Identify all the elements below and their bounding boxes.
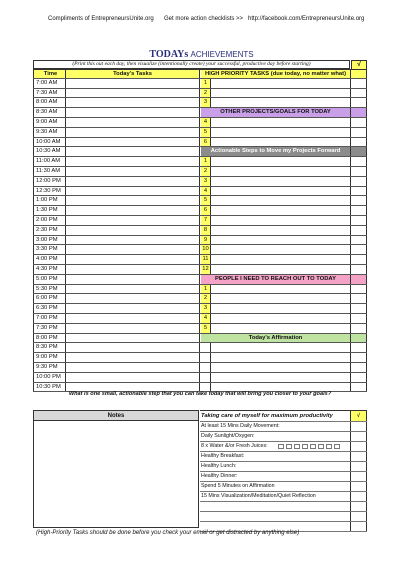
time-cell: 6:30 PM [33,304,66,313]
high-priority-header: HIGH PRIORITY TASKS (due today, no matter what) [201,70,351,78]
schedule-row [33,196,367,206]
item-entry[interactable] [211,128,351,137]
schedule-row [33,79,367,89]
task-cell[interactable] [66,206,200,215]
schedule-row [33,187,367,197]
item-entry[interactable] [211,245,351,254]
care-title: Taking care of myself for maximum productivity [201,413,333,419]
item-number: 6 [201,206,211,215]
item-entry[interactable] [211,314,351,323]
item-number [201,373,211,382]
schedule-row [33,147,367,157]
care-item-row [200,492,367,502]
care-item-checkbox[interactable] [350,472,367,481]
care-item-row [200,422,367,432]
schedule-row [33,216,367,226]
time-cell: 12:00 PM [33,177,66,186]
care-item-checkbox[interactable] [350,512,367,521]
item-number: 6 [201,138,211,147]
item-entry[interactable] [211,138,351,147]
care-item-row [200,512,367,522]
item-checkbox[interactable] [351,363,367,372]
water-glass-box[interactable] [278,444,284,449]
action-steps-header: Actionable Steps to Move my Projects Forward [201,147,351,156]
schedule-row [33,206,367,216]
schedule-row [33,236,367,246]
schedule-row [33,98,367,108]
item-checkbox[interactable] [351,304,367,313]
schedule-row [33,226,367,236]
item-entry[interactable] [211,196,351,205]
item-checkbox[interactable] [351,206,367,215]
care-item-label: 15 Mins Visualization/Meditation/Quiet Reflection [201,493,316,499]
schedule-row [33,255,367,265]
section-check-cell [351,334,367,343]
task-cell[interactable] [66,343,200,352]
task-cell[interactable] [66,363,200,372]
time-cell: 6:00 PM [33,294,66,303]
time-cell: 1:30 PM [33,206,66,215]
time-column-header: Time [33,70,66,78]
item-checkbox[interactable] [351,98,367,107]
task-cell[interactable] [66,177,200,186]
item-number: 1 [201,285,211,294]
item-checkbox[interactable] [351,314,367,323]
care-item-row [200,432,367,442]
item-number: 8 [201,226,211,235]
item-entry[interactable] [211,324,351,333]
care-header-row [200,410,367,422]
item-checkbox[interactable] [351,255,367,264]
item-entry[interactable] [211,177,351,186]
time-cell: 2:30 PM [33,226,66,235]
schedule-row [33,343,367,353]
task-cell[interactable] [66,187,200,196]
care-item-checkbox[interactable] [350,452,367,461]
care-item-checkbox[interactable] [350,502,367,511]
top-links [0,16,403,26]
item-entry[interactable] [211,187,351,196]
time-cell: 3:00 PM [33,236,66,245]
schedule-row [33,363,367,373]
time-cell: 9:30 PM [33,363,66,372]
item-checkbox[interactable] [351,265,367,274]
time-cell: 2:00 PM [33,216,66,225]
time-cell: 7:30 PM [33,324,66,333]
item-number: 5 [201,324,211,333]
item-number: 5 [201,196,211,205]
care-item-checkbox[interactable] [350,462,367,471]
item-entry[interactable] [211,353,351,362]
footer-note: (High-Priority Tasks should be done before you check your email or get distracted by anything else) [36,530,300,536]
task-cell[interactable] [66,216,200,225]
task-cell[interactable] [66,265,200,274]
item-number: 9 [201,236,211,245]
people-header: PEOPLE I NEED TO REACH OUT TO TODAY [201,275,351,284]
item-number: 3 [201,177,211,186]
task-cell[interactable] [66,373,200,382]
section-check-cell [351,108,367,117]
checklists-link[interactable]: Get more action checklists >> [164,16,244,22]
task-cell[interactable] [66,236,200,245]
schedule-row [33,138,367,148]
item-number [201,363,211,372]
schedule-row [33,373,367,383]
item-entry[interactable] [211,373,351,382]
task-cell[interactable] [66,98,200,107]
task-cell[interactable] [66,167,200,176]
task-cell[interactable] [66,157,200,166]
item-checkbox[interactable] [351,324,367,333]
item-checkbox[interactable] [351,177,367,186]
compliments-text: Compliments of EntrepreneursUnite.org [48,16,154,22]
care-item-label: Healthy Lunch: [201,463,237,469]
item-checkbox[interactable] [351,294,367,303]
task-cell[interactable] [66,324,200,333]
item-entry[interactable] [211,226,351,235]
item-checkbox[interactable] [351,353,367,362]
schedule-row [33,285,367,295]
water-glass-box[interactable] [318,444,324,449]
task-cell[interactable] [66,334,200,343]
task-cell[interactable] [66,147,200,156]
item-entry[interactable] [211,285,351,294]
schedule-row [33,334,367,344]
item-number: 4 [201,118,211,127]
time-cell: 5:00 PM [33,275,66,284]
time-cell: 7:30 AM [33,89,66,98]
care-item-checkbox[interactable] [350,482,367,491]
item-entry[interactable] [211,255,351,264]
facebook-link[interactable]: http://facebook.com/EntrepreneursUnite.org [248,16,365,22]
notes-title: Notes [34,411,198,421]
care-item-row [200,452,367,462]
schedule-row [33,167,367,177]
task-cell[interactable] [66,226,200,235]
water-glass-box[interactable] [334,444,340,449]
item-number: 5 [201,128,211,137]
time-cell: 10:30 PM [33,383,66,392]
task-cell[interactable] [66,304,200,313]
care-item-checkbox[interactable] [350,442,367,451]
item-entry[interactable] [211,89,351,98]
care-item-label: Healthy Dinner: [201,473,238,479]
task-cell[interactable] [66,353,200,362]
water-glass-box[interactable] [286,444,292,449]
task-cell[interactable] [66,314,200,323]
item-entry[interactable] [211,216,351,225]
item-entry[interactable] [211,265,351,274]
schedule-row [33,324,367,334]
time-cell: 11:30 AM [33,167,66,176]
item-number: 4 [201,187,211,196]
item-checkbox[interactable] [351,236,367,245]
schedule-row [33,275,367,285]
care-item-checkbox[interactable] [350,492,367,501]
item-number: 7 [201,216,211,225]
schedule-row [33,128,367,138]
item-checkbox[interactable] [351,216,367,225]
item-checkbox[interactable] [351,373,367,382]
item-checkbox[interactable] [351,118,367,127]
time-cell: 10:00 PM [33,373,66,382]
time-cell: 8:00 PM [33,334,66,343]
task-cell[interactable] [66,196,200,205]
task-cell[interactable] [66,255,200,264]
task-cell[interactable] [66,245,200,254]
item-number: 12 [201,265,211,274]
item-number: 3 [201,98,211,107]
item-checkbox[interactable] [351,128,367,137]
care-item-label: At least 15 Mins Daily Movement: [201,423,280,429]
task-cell[interactable] [66,138,200,147]
item-checkbox[interactable] [351,245,367,254]
item-number: 4 [201,314,211,323]
schedule-row [33,265,367,275]
task-cell[interactable] [66,89,200,98]
care-item-row [200,462,367,472]
item-number: 2 [201,294,211,303]
item-entry[interactable] [211,294,351,303]
time-cell: 7:00 PM [33,314,66,323]
task-cell[interactable] [66,294,200,303]
care-item-row [200,442,367,452]
section-check-cell [351,147,367,156]
item-entry[interactable] [211,98,351,107]
title-today: TODAYs [149,49,189,60]
page-title [0,49,403,60]
care-item-label: Daily Sunlight/Oxygen: [201,433,255,439]
item-number: 1 [201,157,211,166]
time-cell: 4:30 PM [33,265,66,274]
item-number: 1 [201,79,211,88]
tasks-column-header: Today's Tasks [66,70,200,78]
item-number [201,343,211,352]
item-checkbox[interactable] [351,157,367,166]
checkmark-icon: √ [351,60,367,70]
item-checkbox[interactable] [351,226,367,235]
schedule-row [33,118,367,128]
care-item-label: Healthy Breakfast: [201,453,245,459]
water-glass-box[interactable] [294,444,300,449]
schedule-row [33,294,367,304]
task-cell[interactable] [66,285,200,294]
water-glass-box[interactable] [302,444,308,449]
item-checkbox[interactable] [351,167,367,176]
item-checkbox[interactable] [351,89,367,98]
grid-header-row [33,69,367,79]
schedule-row [33,314,367,324]
task-cell[interactable] [66,118,200,127]
affirmation-header: Today's Affirmation [201,334,351,343]
item-entry[interactable] [211,363,351,372]
time-cell: 1:00 PM [33,196,66,205]
schedule-row [33,245,367,255]
item-checkbox[interactable] [351,343,367,352]
time-cell: 9:00 PM [33,353,66,362]
item-entry[interactable] [211,118,351,127]
task-cell[interactable] [66,108,200,117]
care-item-checkbox[interactable] [350,522,367,531]
item-entry[interactable] [211,167,351,176]
goal-question: What is one small, actionable step that you can take today that will bring you closer to your goals? [68,391,332,397]
time-cell: 8:30 PM [33,343,66,352]
section-check-cell [351,275,367,284]
item-number: 3 [201,304,211,313]
task-cell[interactable] [66,275,200,284]
care-item-row [200,482,367,492]
time-cell: 9:00 AM [33,118,66,127]
item-number: 11 [201,255,211,264]
schedule-row [33,177,367,187]
care-item-label: 8 x Water &/or Fresh Juices: [201,443,268,449]
care-item-checkbox[interactable] [350,422,367,431]
care-check-header: √ [350,411,367,421]
time-cell: 3:30 PM [33,245,66,254]
task-cell[interactable] [66,128,200,137]
schedule-row [33,89,367,99]
time-cell: 8:00 AM [33,98,66,107]
time-cell: 9:30 AM [33,128,66,137]
item-checkbox[interactable] [351,285,367,294]
item-entry[interactable] [211,206,351,215]
schedule-row [33,353,367,363]
time-cell: 7:00 AM [33,79,66,88]
item-entry[interactable] [211,236,351,245]
time-cell: 12:30 PM [33,187,66,196]
item-number [201,353,211,362]
task-cell[interactable] [66,79,200,88]
item-checkbox[interactable] [351,138,367,147]
care-item-label: Spend 5 Minutes on Affirmation [201,483,275,489]
water-glass-box[interactable] [310,444,316,449]
check-column-header [351,70,367,78]
notes-box[interactable] [33,410,199,528]
item-entry[interactable] [211,343,351,352]
item-checkbox[interactable] [351,187,367,196]
time-cell: 4:00 PM [33,255,66,264]
time-cell: 10:00 AM [33,138,66,147]
time-cell: 8:30 AM [33,108,66,117]
instruction-text: (Print this out each day, then visualize (intentionally create) your successful, productive day before starting) [33,60,350,69]
title-achievements: ACHIEVEMENTS [190,50,254,59]
schedule-row [33,157,367,167]
water-glass-box[interactable] [326,444,332,449]
item-entry[interactable] [211,79,351,88]
item-entry[interactable] [211,304,351,313]
care-item-row [200,502,367,512]
time-cell: 10:30 AM [33,147,66,156]
time-cell: 5:30 PM [33,285,66,294]
care-item-checkbox[interactable] [350,432,367,441]
schedule-row [33,304,367,314]
other-projects-header: OTHER PROJECTS/GOALS FOR TODAY [201,108,351,117]
item-checkbox[interactable] [351,196,367,205]
item-number: 2 [201,89,211,98]
item-number: 2 [201,167,211,176]
schedule-row [33,108,367,118]
item-number: 10 [201,245,211,254]
item-checkbox[interactable] [351,79,367,88]
care-item-row [200,472,367,482]
item-entry[interactable] [211,157,351,166]
time-cell: 11:00 AM [33,157,66,166]
